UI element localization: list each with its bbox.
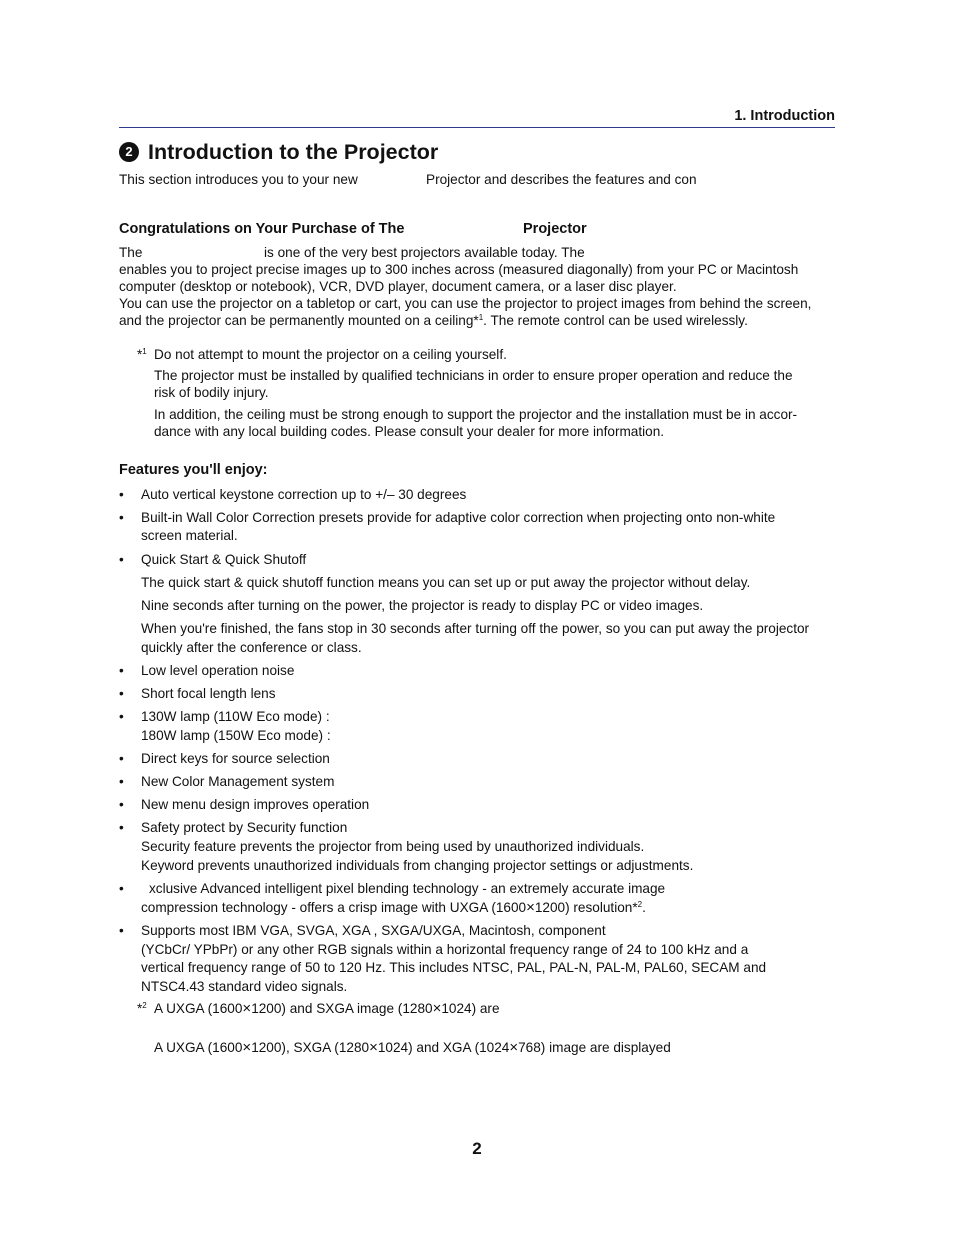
page-title-text: Introduction to the Projector	[148, 140, 439, 164]
feature-lamp-1: 130W lamp (110W Eco mode) :	[141, 709, 330, 724]
note2-line2: A UXGA (1600×1200), SXGA (1280×1024) and XGA (1024×768) image are displayed	[154, 1039, 671, 1056]
bullet-marker: •	[119, 774, 124, 789]
note1-line1: Do not attempt to mount the projector on a ceiling yourself.	[154, 347, 507, 362]
feature-quickstart-p3a: When you're finished, the fans stop in 30 seconds after turning off the power, so you can put away the projector	[141, 621, 810, 636]
congrats-heading-1: Congratulations on Your Purchase of The	[119, 221, 405, 237]
bullet-marker: •	[119, 686, 124, 701]
congrats-line1a: The	[119, 245, 143, 260]
congrats-line4: You can use the projector on a tabletop or cart, you can use the projector to project images from behind the screen,	[119, 296, 812, 311]
feature-security-3: Keyword prevents unauthorized individuals from changing projector settings or adjustments.	[141, 858, 694, 873]
feature-lamp-2: 180W lamp (150W Eco mode) :	[141, 728, 331, 743]
feature-signals-4: NTSC4.43 standard video signals.	[141, 979, 348, 994]
feature-color-mgmt: New Color Management system	[141, 774, 335, 789]
note1-line2: The projector must be installed by qualified technicians in order to ensure proper operation and reduce the	[154, 368, 793, 383]
page-title	[119, 139, 438, 165]
feature-keystone: Auto vertical keystone correction up to +/– 30 degrees	[141, 487, 467, 502]
feature-direct-keys: Direct keys for source selection	[141, 751, 330, 766]
note1-line3: risk of bodily injury.	[154, 385, 269, 400]
feature-menu: New menu design improves operation	[141, 797, 370, 812]
header-rule	[119, 127, 835, 128]
feature-signals-1: Supports most IBM VGA, SVGA, XGA , SXGA/UXGA, Macintosh, component	[141, 923, 606, 938]
congrats-line1b: is one of the very best projectors available today. The	[264, 245, 585, 260]
feature-aipb-2: compression technology - offers a crisp image with UXGA (1600×1200) resolution*$^2$.	[141, 899, 646, 916]
feature-security: Safety protect by Security function	[141, 820, 348, 835]
note1-line5: dance with any local building codes. Please consult your dealer for more information.	[154, 424, 665, 439]
feature-noise: Low level operation noise	[141, 663, 295, 678]
congrats-line5: and the projector can be permanently mounted on a ceiling*$^1$. The remote control can be used wirelessly.	[119, 313, 748, 328]
feature-signals-3: vertical frequency range of 50 to 120 Hz. This includes NTSC, PAL, PAL-N, PAL-M, PAL60, SECAM and	[141, 960, 767, 975]
intro-text-2: Projector and describes the features and con	[426, 172, 697, 187]
feature-signals-2: (YCbCr/ YPbPr) or any other RGB signals within a horizontal frequency range of 24 to 100 kHz and a	[141, 942, 749, 957]
bullet-marker: •	[119, 923, 124, 938]
section-label: 1. Introduction	[734, 108, 835, 124]
bullet-marker: •	[119, 820, 124, 835]
note1-marker: *$^1$	[137, 347, 147, 362]
feature-quickstart-p2: Nine seconds after turning on the power, the projector is ready to display PC or video images.	[141, 598, 704, 613]
feature-aipb-1: xclusive Advanced intelligent pixel blending technology - an extremely accurate image	[149, 881, 666, 896]
intro-text-1: This section introduces you to your new	[119, 172, 358, 187]
feature-wallcolor-1: Built-in Wall Color Correction presets provide for adaptive color correction when projecting onto non-white	[141, 510, 776, 525]
feature-quickstart-p1: The quick start & quick shutoff function means you can set up or put away the projector without delay.	[141, 575, 751, 590]
congrats-line2: enables you to project precise images up to 300 inches across (measured diagonally) from your PC or Macintosh	[119, 262, 799, 277]
bullet-marker: •	[119, 510, 124, 525]
bullet-marker: •	[119, 487, 124, 502]
feature-wallcolor-2: screen material.	[141, 528, 238, 543]
bullet-marker: •	[119, 751, 124, 766]
bullet-marker: •	[119, 881, 124, 896]
note2-marker: *$^2$	[137, 1001, 147, 1016]
congrats-line3: computer (desktop or notebook), VCR, DVD player, document camera, or a laser disc player.	[119, 279, 677, 294]
note2-line1: A UXGA (1600×1200) and SXGA image (1280×1024) are	[154, 1000, 500, 1017]
features-heading: Features you'll enjoy:	[119, 462, 268, 478]
feature-quickstart: Quick Start & Quick Shutoff	[141, 552, 307, 567]
note1-line4: In addition, the ceiling must be strong enough to support the projector and the installation must be in accor-	[154, 407, 798, 422]
feature-lens: Short focal length lens	[141, 686, 276, 701]
bullet-marker: •	[119, 663, 124, 678]
bullet-marker: •	[119, 797, 124, 812]
congrats-heading-2: Projector	[523, 221, 587, 237]
section-number-badge: 2	[119, 142, 139, 162]
bullet-marker: •	[119, 552, 124, 567]
feature-quickstart-p3b: quickly after the conference or class.	[141, 640, 362, 655]
bullet-marker: •	[119, 709, 124, 724]
feature-security-2: Security feature prevents the projector from being used by unauthorized individuals.	[141, 839, 645, 854]
page-number: 2	[472, 1139, 482, 1158]
